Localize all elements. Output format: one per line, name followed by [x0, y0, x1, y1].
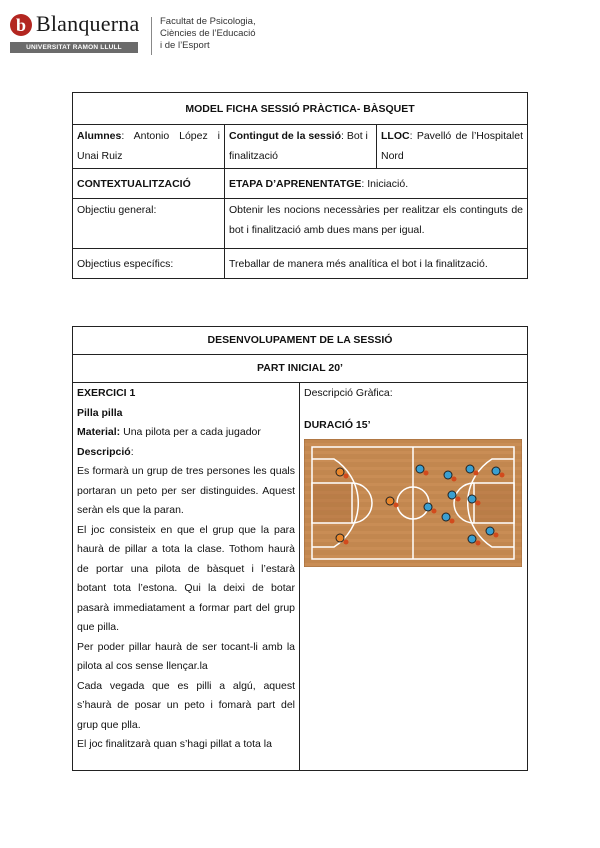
- blanquerna-logo-icon: b: [10, 14, 32, 36]
- duration: DURACIÓ 15’: [304, 418, 371, 431]
- session-title: MODEL FICHA SESSIÓ PRÀCTICA- BÀSQUET: [73, 93, 528, 125]
- content-cell: Contingut de la sessió: Bot i finalització: [225, 125, 377, 169]
- development-table: [72, 326, 528, 771]
- general-objective-value: Obtenir les nocions necessàries per realitzar els continguts de bot i finalització amb dues mans per igual.: [225, 199, 528, 249]
- place-cell: LLOC: Pavelló de l’Hospitalet Nord: [377, 125, 528, 169]
- page-header: [10, 11, 310, 60]
- logo-name: Blanquerna: [36, 11, 140, 36]
- description-paragraph: El joc consisteix en que el grup que la para haurà de pillar a tota la clase. Tothom haurà de portar una pilota de bàsquet i l’estarà botant tota l’estona. Qui la deixi de botar pasarà immediatament a formar part del grup que pilla.: [77, 523, 295, 633]
- part-title: PART INICIAL 20’: [73, 355, 528, 383]
- exercise-description-cell: [73, 383, 300, 771]
- header-divider: [151, 17, 152, 55]
- graphic-label: Descripció Gràfica:: [304, 387, 393, 399]
- material-line: Material: Una pilota per a cada jugador: [77, 426, 261, 438]
- context-cell: CONTEXTUALITZACIÓ: [73, 169, 225, 199]
- court-svg: [304, 439, 522, 567]
- exercise-name: Pilla pilla: [77, 406, 123, 419]
- students-cell: Alumnes: Antonio López i Unai Ruiz: [73, 125, 225, 169]
- specific-objective-value: Treballar de manera més analítica el bot i la finalització.: [225, 249, 528, 279]
- stage-cell: ETAPA D’APRENENTATGE: Iniciació.: [225, 169, 528, 199]
- description-heading: Descripció:: [77, 445, 134, 458]
- basketball-court-diagram: [304, 439, 522, 567]
- exercise-title: EXERCICI 1: [77, 387, 136, 399]
- session-info-table: [72, 92, 528, 279]
- specific-objective-label: Objectius específics:: [73, 249, 225, 279]
- graphic-cell: [300, 383, 528, 771]
- description-paragraph: Cada vegada que es pilli a algú, aquest s’haurà de posar un peto i fomarà part del grup que plla.: [77, 679, 295, 731]
- faculty-name: Facultat de Psicologia, Ciències de l’Educació i de l’Esport: [160, 16, 256, 51]
- description-paragraph: Es formarà un grup de tres persones les quals portaran un peto per ser distinguides. Aquest seràn els que la paran.: [77, 465, 295, 516]
- general-objective-label: Objectiu general:: [73, 199, 225, 249]
- description-paragraph: Per poder pillar haurà de ser tocant-li amb la pilota al cos sense llençar.la: [77, 640, 295, 672]
- description-paragraph: El joc finalitzarà quan s’hagi pillat a tota la: [77, 738, 272, 750]
- development-title: DESENVOLUPAMENT DE LA SESSIÓ: [73, 327, 528, 355]
- university-name: UNIVERSITAT RAMON LLULL: [10, 42, 138, 53]
